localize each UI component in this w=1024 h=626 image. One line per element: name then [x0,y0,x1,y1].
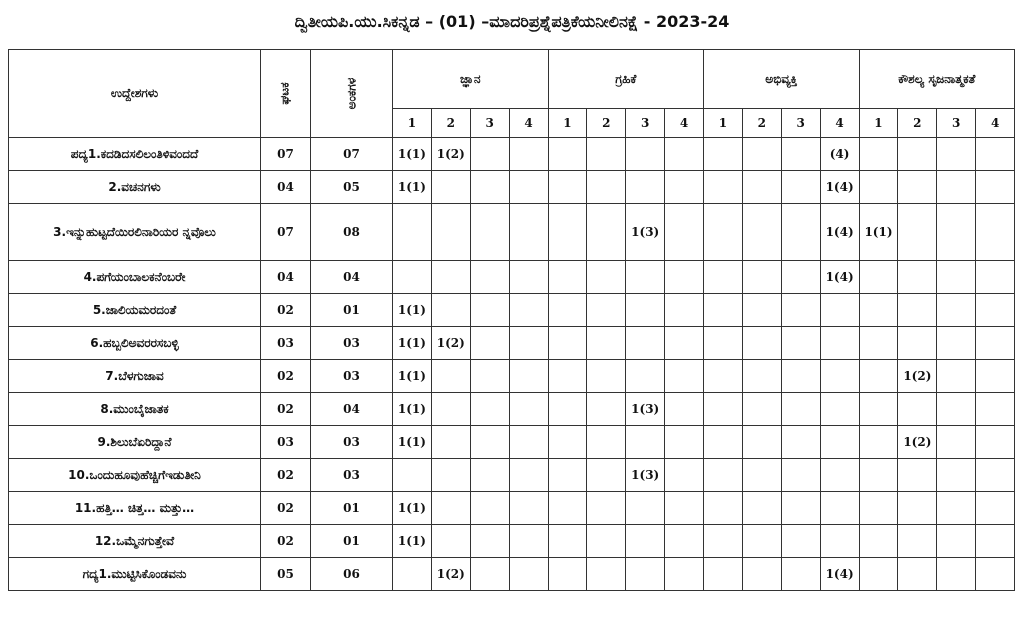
question-cell [626,294,665,327]
table-row [9,138,1015,171]
table-row [9,261,1015,294]
objective-cell: 3.ಇನ್ನುಹುಟ್ಟದೆಯಿರಲಿನಾರಿಯರ ನ್ನವೊಲು [9,204,261,261]
question-cell [704,525,743,558]
group-understanding: ಗ್ರಹಿಕೆ [548,50,704,109]
marks-cell: 03 [311,426,393,459]
question-cell [859,261,898,294]
unit-cell: 07 [261,204,311,261]
question-cell [742,204,781,261]
sub-header-cell: 4 [976,109,1015,138]
question-cell [470,261,509,294]
unit-cell: 03 [261,327,311,360]
question-cell [509,360,548,393]
question-cell [470,138,509,171]
marks-cell: 01 [311,294,393,327]
question-cell [859,459,898,492]
marks-cell: 05 [311,171,393,204]
question-cell [665,204,704,261]
marks-cell: 08 [311,204,393,261]
question-cell: 1(1) [859,204,898,261]
sub-header-cell: 2 [742,109,781,138]
question-cell [548,558,587,591]
question-cell [548,204,587,261]
unit-header [261,50,311,138]
question-cell [820,426,859,459]
question-cell [665,327,704,360]
group-knowledge: ಜ್ಞಾನ [393,50,549,109]
sub-header-cell: 4 [665,109,704,138]
question-cell [509,393,548,426]
question-cell [781,294,820,327]
sub-header-cell: 1 [704,109,743,138]
question-cell [587,171,626,204]
marks-cell: 04 [311,261,393,294]
question-cell [976,171,1015,204]
question-cell [626,261,665,294]
question-cell [820,525,859,558]
question-cell [548,138,587,171]
question-cell [509,327,548,360]
question-cell [781,327,820,360]
table-row [9,558,1015,591]
objective-cell: 6.ಹಬ್ಬಲಿಅವರರಸಬಳ್ಳಿ [9,327,261,360]
question-cell [626,138,665,171]
question-cell: 1(1) [393,327,432,360]
question-cell [587,393,626,426]
question-cell [704,261,743,294]
unit-cell: 02 [261,492,311,525]
table-row [9,327,1015,360]
question-cell: 1(2) [431,558,470,591]
question-cell [704,294,743,327]
unit-cell: 04 [261,261,311,294]
question-cell: 1(3) [626,393,665,426]
question-cell [470,204,509,261]
table-row [9,360,1015,393]
question-cell [548,360,587,393]
question-cell [587,525,626,558]
question-cell [665,360,704,393]
question-cell [665,492,704,525]
question-cell [704,426,743,459]
question-cell [548,327,587,360]
question-cell [820,294,859,327]
question-cell [431,393,470,426]
table-row [9,426,1015,459]
marks-cell: 07 [311,138,393,171]
question-cell [820,492,859,525]
header-row-groups [9,50,1015,109]
question-cell: 1(4) [820,261,859,294]
sub-header-cell: 1 [548,109,587,138]
question-cell: 1(2) [898,426,937,459]
question-cell [509,294,548,327]
question-cell [820,360,859,393]
question-cell: 1(1) [393,426,432,459]
sub-header-cell: 3 [470,109,509,138]
question-cell [626,558,665,591]
question-cell [820,327,859,360]
question-cell [587,294,626,327]
question-cell [704,171,743,204]
question-cell [704,204,743,261]
question-cell [742,393,781,426]
question-cell [976,261,1015,294]
sub-header-cell: 3 [937,109,976,138]
question-cell [937,138,976,171]
question-cell [781,171,820,204]
table-row [9,525,1015,558]
question-cell [548,393,587,426]
question-cell [665,261,704,294]
sub-header-cell: 2 [431,109,470,138]
question-cell [742,138,781,171]
question-cell [665,171,704,204]
table-row [9,459,1015,492]
question-cell [742,294,781,327]
question-cell: 1(2) [431,327,470,360]
question-cell [548,426,587,459]
question-cell: 1(3) [626,459,665,492]
question-cell [509,459,548,492]
table-row [9,204,1015,261]
question-cell [509,138,548,171]
question-cell [587,327,626,360]
question-cell [742,171,781,204]
question-cell [704,138,743,171]
table-row [9,294,1015,327]
question-cell [470,558,509,591]
marks-cell: 04 [311,393,393,426]
question-cell [587,261,626,294]
page-title: ದ್ವಿತೀಯಪಿ.ಯು.ಸಿಕನ್ನಡ – (01) –ಮಾದರಿಪ್ರಶ್ನೆಪತ್ರಿಕೆಯನೀಲಿನಕ್ಷೆ - 2023-24 [294,12,730,31]
question-cell [587,492,626,525]
question-cell [937,294,976,327]
question-cell [509,426,548,459]
table-row [9,171,1015,204]
question-cell [509,171,548,204]
question-cell [665,525,704,558]
question-cell [393,459,432,492]
objective-cell: 2.ವಚನಗಳು [9,171,261,204]
question-cell [665,459,704,492]
question-cell [431,171,470,204]
unit-cell: 02 [261,393,311,426]
unit-cell: 02 [261,459,311,492]
question-cell [859,138,898,171]
question-cell [470,459,509,492]
question-cell: 1(1) [393,525,432,558]
question-cell [431,492,470,525]
question-cell [548,294,587,327]
question-cell [898,204,937,261]
question-cell [976,459,1015,492]
unit-cell: 07 [261,138,311,171]
question-cell [587,426,626,459]
question-cell [509,558,548,591]
question-cell [470,360,509,393]
question-cell [976,360,1015,393]
question-cell [976,492,1015,525]
table-row [9,393,1015,426]
question-cell [626,492,665,525]
question-cell [937,558,976,591]
question-cell [470,327,509,360]
question-cell [898,558,937,591]
unit-header-text: ಘಟಕ [278,82,292,105]
question-cell: (4) [820,138,859,171]
question-cell [704,327,743,360]
question-cell [781,492,820,525]
marks-cell: 06 [311,558,393,591]
question-cell [548,171,587,204]
question-cell [976,138,1015,171]
marks-header-text: ಅಂಕಗಳ [343,77,358,110]
sub-header-cell: 4 [509,109,548,138]
question-cell: 1(2) [898,360,937,393]
objectives-header: ಉದ್ದೇಶಗಳು [9,50,261,138]
question-cell [509,525,548,558]
question-cell: 1(3) [626,204,665,261]
question-cell: 1(4) [820,204,859,261]
group-expression: ಅಭಿವ್ಯಕ್ತಿ [704,50,860,109]
table-row [9,492,1015,525]
question-cell [859,492,898,525]
question-cell [976,294,1015,327]
question-cell [820,459,859,492]
marks-cell: 01 [311,525,393,558]
question-cell: 1(4) [820,558,859,591]
question-cell [548,459,587,492]
question-cell [781,426,820,459]
question-cell: 1(4) [820,171,859,204]
question-cell [509,261,548,294]
marks-cell: 03 [311,327,393,360]
unit-cell: 02 [261,360,311,393]
objective-cell: 11.ಹತ್ತಿ… ಚಿತ್ತ… ಮತ್ತು… [9,492,261,525]
question-cell [859,294,898,327]
objective-cell: ಗದ್ಯ1.ಮುಟ್ಟಿಸಿಕೊಂಡವನು [9,558,261,591]
objective-cell: 8.ಮುಂಬೈಜಾತಕ [9,393,261,426]
question-cell [937,327,976,360]
question-cell [548,261,587,294]
question-cell [626,426,665,459]
question-cell [781,360,820,393]
question-cell [431,204,470,261]
question-cell [665,558,704,591]
question-cell [626,327,665,360]
sub-header-cell: 1 [393,109,432,138]
question-cell [587,138,626,171]
question-cell: 1(1) [393,171,432,204]
blueprint-table [8,49,1015,591]
question-cell [976,558,1015,591]
question-cell [431,426,470,459]
unit-cell: 05 [261,558,311,591]
question-cell [665,294,704,327]
question-cell [859,426,898,459]
question-cell [470,294,509,327]
question-cell [665,426,704,459]
question-cell [431,360,470,393]
question-cell [470,426,509,459]
question-cell [937,393,976,426]
question-cell [859,393,898,426]
question-cell [704,393,743,426]
question-cell: 1(1) [393,360,432,393]
question-cell [587,459,626,492]
question-cell [742,327,781,360]
question-cell [781,204,820,261]
objective-cell: ಪದ್ಯ1.ಕದಡಿದಸಲಿಲಂತಿಳಿವಂದದೆ [9,138,261,171]
question-cell: 1(1) [393,294,432,327]
question-cell [626,360,665,393]
question-cell [626,525,665,558]
question-cell [937,360,976,393]
sub-header-cell: 3 [781,109,820,138]
question-cell [431,525,470,558]
question-cell [548,492,587,525]
question-cell [937,204,976,261]
marks-cell: 01 [311,492,393,525]
question-cell [859,525,898,558]
sub-header-cell: 1 [859,109,898,138]
question-cell [898,525,937,558]
question-cell [898,393,937,426]
question-cell [626,171,665,204]
question-cell [548,525,587,558]
question-cell [898,459,937,492]
question-cell [937,171,976,204]
group-skill-creativity: ಕೌಶಲ್ಯ ಸೃಜನಾತ್ಮಕತೆ [859,50,1015,109]
question-cell [781,261,820,294]
question-cell [976,426,1015,459]
question-cell [587,558,626,591]
marks-cell: 03 [311,459,393,492]
question-cell [976,327,1015,360]
question-cell [393,261,432,294]
unit-cell: 02 [261,294,311,327]
table-body [9,138,1015,591]
question-cell [859,171,898,204]
question-cell [742,360,781,393]
question-cell [742,558,781,591]
question-cell [976,393,1015,426]
question-cell [509,492,548,525]
question-cell [431,294,470,327]
question-cell: 1(1) [393,138,432,171]
question-cell [937,525,976,558]
sub-header-cell: 2 [587,109,626,138]
objective-cell: 12.ಒಮ್ಮೆನಗುತ್ತೇವೆ [9,525,261,558]
objective-cell: 10.ಒಂದುಹೂವುಹೆಚ್ಚಿಗೆಇಡುತೀನಿ [9,459,261,492]
question-cell [898,261,937,294]
question-cell [470,171,509,204]
question-cell [781,558,820,591]
question-cell [431,459,470,492]
question-cell [781,393,820,426]
question-cell [470,393,509,426]
question-cell [937,492,976,525]
question-cell [393,558,432,591]
question-cell [665,138,704,171]
question-cell [898,171,937,204]
question-cell [704,492,743,525]
sub-header-cell: 2 [898,109,937,138]
objective-cell: 4.ಪಗೆಯಂಬಾಲಕನೆಂಬರೇ [9,261,261,294]
question-cell [742,525,781,558]
question-cell [665,393,704,426]
question-cell [704,459,743,492]
question-cell [937,261,976,294]
question-cell [587,360,626,393]
question-cell [859,360,898,393]
marks-cell: 03 [311,360,393,393]
objective-cell: 7.ಬೆಳಗುಜಾವ [9,360,261,393]
unit-cell: 03 [261,426,311,459]
question-cell [937,459,976,492]
question-cell [742,426,781,459]
question-cell [859,558,898,591]
question-cell [898,294,937,327]
question-cell [976,204,1015,261]
question-cell [976,525,1015,558]
question-cell: 1(2) [431,138,470,171]
question-cell [587,204,626,261]
question-cell [393,204,432,261]
question-cell [704,558,743,591]
question-cell [898,492,937,525]
objective-cell: 9.ಶಿಲುಬೆಏರಿದ್ದಾನೆ [9,426,261,459]
unit-cell: 02 [261,525,311,558]
question-cell [937,426,976,459]
question-cell [859,327,898,360]
question-cell [704,360,743,393]
sub-header-cell: 3 [626,109,665,138]
question-cell [781,459,820,492]
sub-header-cell: 4 [820,109,859,138]
question-cell [742,459,781,492]
question-cell [781,138,820,171]
question-cell [820,393,859,426]
question-cell [898,138,937,171]
question-cell [470,492,509,525]
question-cell [742,492,781,525]
question-cell [431,261,470,294]
question-cell: 1(1) [393,492,432,525]
marks-header [311,50,393,138]
question-cell: 1(1) [393,393,432,426]
question-cell [509,204,548,261]
question-cell [781,525,820,558]
objective-cell: 5.ಜಾಲಿಯಮರದಂತೆ [9,294,261,327]
question-cell [898,327,937,360]
question-cell [742,261,781,294]
unit-cell: 04 [261,171,311,204]
question-cell [470,525,509,558]
